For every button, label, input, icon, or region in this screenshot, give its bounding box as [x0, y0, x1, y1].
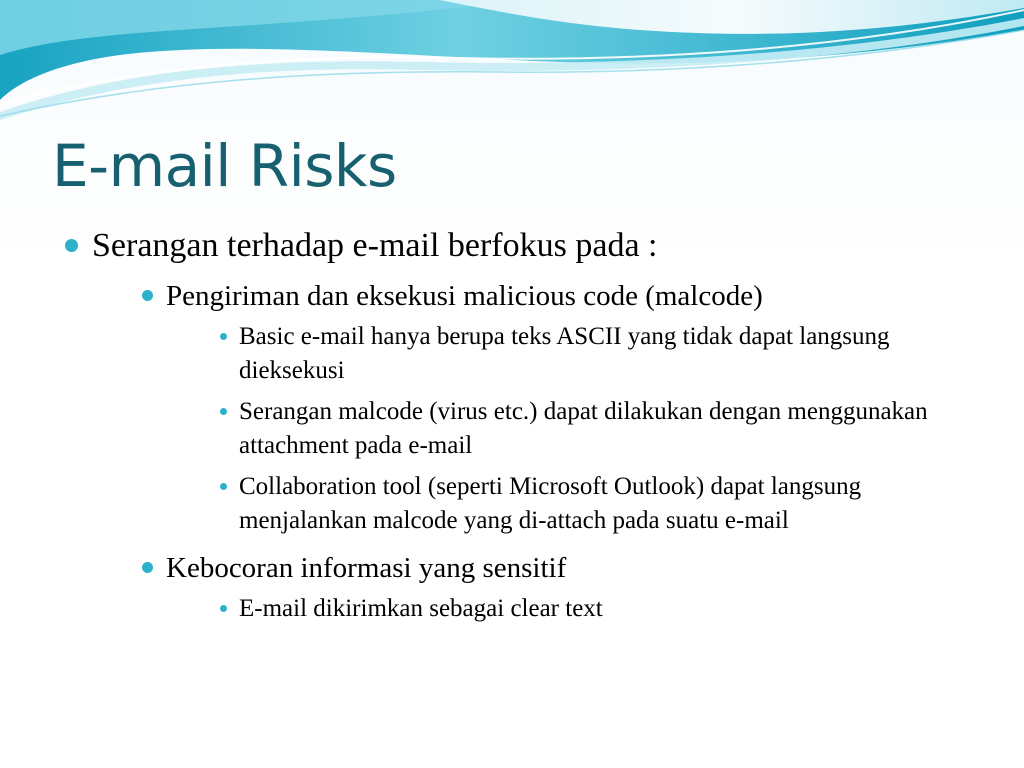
sub-sub-bullet-list	[166, 320, 980, 538]
bullet-text: Serangan terhadap e-mail berfokus pada :	[92, 227, 658, 264]
slide-content	[60, 222, 980, 636]
bullet-text: Pengiriman dan eksekusi malicious code (malcode)	[166, 280, 763, 312]
round-bullet-icon	[65, 239, 78, 252]
sub-bullet-list	[92, 276, 980, 626]
bullet-text: Serangan malcode (virus etc.) dapat dilakukan dengan menggunakan attachment pada e-mail	[239, 398, 928, 459]
bullet-item-level3	[208, 470, 980, 538]
round-bullet-icon	[142, 290, 153, 301]
decorative-wave-banner	[0, 0, 1024, 140]
slide-title: E-mail Risks	[52, 132, 397, 200]
round-bullet-icon	[220, 333, 227, 340]
bullet-item-level3	[208, 320, 980, 388]
bullet-text: Collaboration tool (seperti Microsoft Outlook) dapat langsung menjalankan malcode yang di-attach pada suatu e-mail	[239, 473, 862, 534]
bullet-item-level3	[208, 395, 980, 463]
round-bullet-icon	[220, 483, 227, 490]
bullet-text: Basic e-mail hanya berupa teks ASCII yang tidak dapat langsung dieksekusi	[239, 323, 890, 384]
round-bullet-icon	[220, 408, 227, 415]
bullet-item-level2	[124, 276, 980, 538]
sub-sub-bullet-list	[166, 592, 980, 626]
bullet-item-level3	[208, 592, 980, 626]
bullet-text: Kebocoran informasi yang sensitif	[166, 552, 567, 584]
bullet-text: E-mail dikirimkan sebagai clear text	[239, 595, 603, 622]
bullet-item-level1	[60, 222, 980, 626]
round-bullet-icon	[220, 605, 227, 612]
round-bullet-icon	[142, 562, 153, 573]
bullet-list	[60, 222, 980, 626]
bullet-item-level2	[124, 548, 980, 626]
